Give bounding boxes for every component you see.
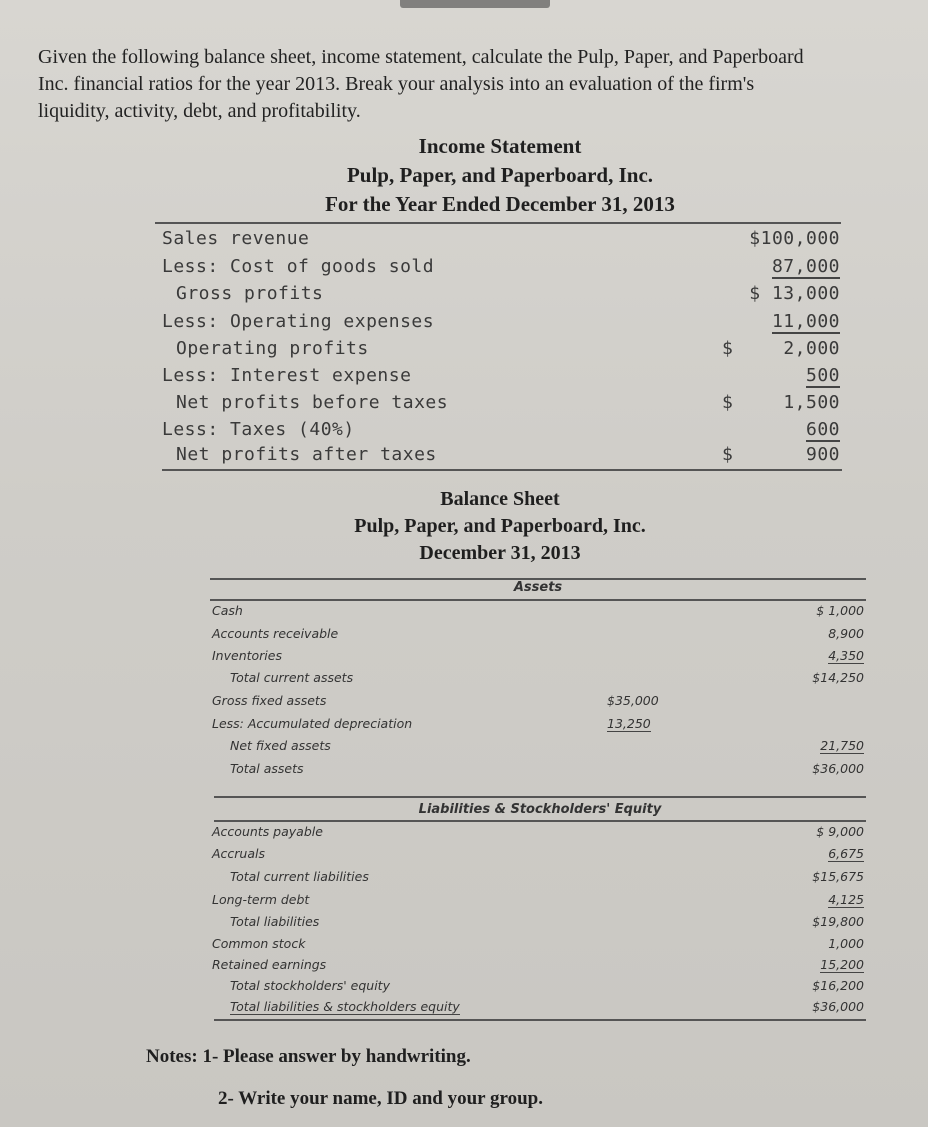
income-row-label: Net profits before taxes <box>176 392 449 413</box>
instructions-line-3: liquidity, activity, debt, and profitability. <box>38 100 361 122</box>
income-row-label: Sales revenue <box>162 228 310 249</box>
asset-row-total-assets <box>212 761 864 783</box>
asset-row-cash <box>212 603 864 625</box>
asset-row-inventories <box>212 648 864 670</box>
liability-row-label: Accruals <box>212 846 266 861</box>
liability-row-label: Total liabilities <box>230 914 320 929</box>
liability-row-label: Accounts payable <box>212 824 323 839</box>
instructions <box>38 44 928 125</box>
balance-sheet-bottom-rule <box>214 1019 866 1021</box>
instructions-line-1: Given the following balance sheet, income statement, calculate the Pulp, Paper, and Paperboard <box>38 46 804 68</box>
income-row-cost-of-goods <box>162 256 840 283</box>
income-row-label: Less: Operating expenses <box>162 311 435 332</box>
liability-row-label: Total stockholders' equity <box>230 978 390 993</box>
income-row-amount: 1,500 <box>783 392 840 413</box>
liability-row-accruals <box>212 846 864 868</box>
liability-row-total-liabilities <box>212 914 864 936</box>
income-row-amount: 600 <box>805 419 840 440</box>
liability-row-long-term-debt <box>212 892 864 914</box>
liability-row-retained-earnings <box>212 957 864 979</box>
asset-row-amount: $36,000 <box>812 761 864 776</box>
asset-row-label: Inventories <box>212 648 282 663</box>
income-row-profits-before-taxes <box>162 392 840 419</box>
liability-row-label: Common stock <box>212 936 306 951</box>
asset-row-amount: 4,350 <box>828 648 864 663</box>
asset-row-amount: 8,900 <box>828 626 864 641</box>
asset-row-mid-amount: $35,000 <box>607 693 659 708</box>
liability-row-accounts-payable <box>212 824 864 846</box>
header-strip <box>400 0 550 8</box>
income-statement-period: For the Year Ended December 31, 2013 <box>325 192 675 216</box>
instructions-line-2: Inc. financial ratios for the year 2013. Break your analysis into an evaluation of the firm's <box>38 73 755 95</box>
income-row-label: Operating profits <box>176 338 369 359</box>
asset-row-amount: 21,750 <box>820 738 864 753</box>
asset-row-accumulated-depreciation <box>212 716 864 738</box>
asset-row-label: Net fixed assets <box>230 738 331 753</box>
asset-row-accounts-receivable <box>212 626 864 648</box>
income-row-operating-expenses <box>162 311 840 338</box>
income-row-amount: 2,000 <box>783 338 840 359</box>
assets-heading-rule <box>210 599 866 601</box>
note-2: 2- Write your name, ID and your group. <box>218 1088 543 1109</box>
income-statement-company: Pulp, Paper, and Paperboard, Inc. <box>346 163 654 187</box>
liability-row-amount: 15,200 <box>820 957 864 972</box>
asset-row-label: Less: Accumulated depreciation <box>212 716 413 731</box>
asset-row-mid-amount: 13,250 <box>607 716 651 731</box>
liability-row-amount: $ 9,000 <box>816 824 864 839</box>
liability-row-total-current-liabilities <box>212 869 864 891</box>
income-row-amount: 87,000 <box>771 256 840 277</box>
income-row-gross-profits <box>162 283 840 310</box>
income-row-amount: 11,000 <box>771 311 840 332</box>
income-row-net-profits <box>162 444 840 471</box>
balance-sheet-header <box>150 486 850 567</box>
asset-row-label: Accounts receivable <box>212 626 339 641</box>
liability-row-total-liabilities-and-equity <box>212 999 864 1021</box>
income-row-operating-profits <box>162 338 840 365</box>
income-row-amount: $ 13,000 <box>749 283 840 304</box>
income-row-label: Less: Taxes (40%) <box>162 419 355 440</box>
liabilities-heading-rule <box>214 820 866 822</box>
liabilities-heading: Liabilities & Stockholders' Equity <box>418 802 662 817</box>
income-row-sales-revenue <box>162 228 840 255</box>
balance-sheet-company: Pulp, Paper, and Paperboard, Inc. <box>354 515 646 537</box>
income-statement-top-rule <box>155 222 841 224</box>
income-row-label: Gross profits <box>176 283 324 304</box>
asset-row-total-current-assets <box>212 670 864 692</box>
income-row-taxes <box>162 419 840 446</box>
liabilities-top-rule <box>214 796 866 798</box>
note-1: Notes: 1- Please answer by handwriting. <box>146 1046 471 1067</box>
income-row-currency: $ <box>722 444 734 465</box>
income-row-currency: $ <box>722 338 734 359</box>
asset-row-label: Cash <box>212 603 243 618</box>
liability-row-label: Retained earnings <box>212 957 327 972</box>
liability-row-amount: $16,200 <box>812 978 864 993</box>
asset-row-label: Total current assets <box>230 670 354 685</box>
liability-row-label: Long-term debt <box>212 892 310 907</box>
income-row-label: Net profits after taxes <box>176 444 437 465</box>
liability-row-amount: $36,000 <box>812 999 864 1014</box>
liability-row-label: Total current liabilities <box>230 869 369 884</box>
income-statement-title: Income Statement <box>418 134 582 158</box>
income-row-currency: $ <box>722 392 734 413</box>
income-statement-bottom-rule <box>162 469 842 471</box>
liability-row-amount: $15,675 <box>812 869 864 884</box>
assets-heading: Assets <box>513 580 563 595</box>
asset-row-net-fixed-assets <box>212 738 864 760</box>
asset-row-label: Total assets <box>230 761 304 776</box>
income-row-label: Less: Interest expense <box>162 365 412 386</box>
liability-row-amount: 1,000 <box>828 936 864 951</box>
asset-row-amount: $14,250 <box>812 670 864 685</box>
balance-sheet-date: December 31, 2013 <box>419 542 581 564</box>
income-row-amount: 500 <box>805 365 840 386</box>
income-statement-header <box>150 132 850 219</box>
asset-row-gross-fixed-assets <box>212 693 864 715</box>
income-row-label: Less: Cost of goods sold <box>162 256 435 277</box>
asset-row-label: Gross fixed assets <box>212 693 327 708</box>
income-row-amount: 900 <box>805 444 840 465</box>
income-row-amount: $100,000 <box>749 228 840 249</box>
liability-row-common-stock <box>212 936 864 958</box>
liability-row-label: Total liabilities & stockholders equity <box>230 999 460 1014</box>
liability-row-amount: 4,125 <box>828 892 864 907</box>
asset-row-amount: $ 1,000 <box>816 603 864 618</box>
liability-row-total-stockholders-equity <box>212 978 864 1000</box>
liability-row-amount: $19,800 <box>812 914 864 929</box>
balance-sheet-title: Balance Sheet <box>440 488 560 510</box>
income-row-interest-expense <box>162 365 840 392</box>
liability-row-amount: 6,675 <box>828 846 864 861</box>
